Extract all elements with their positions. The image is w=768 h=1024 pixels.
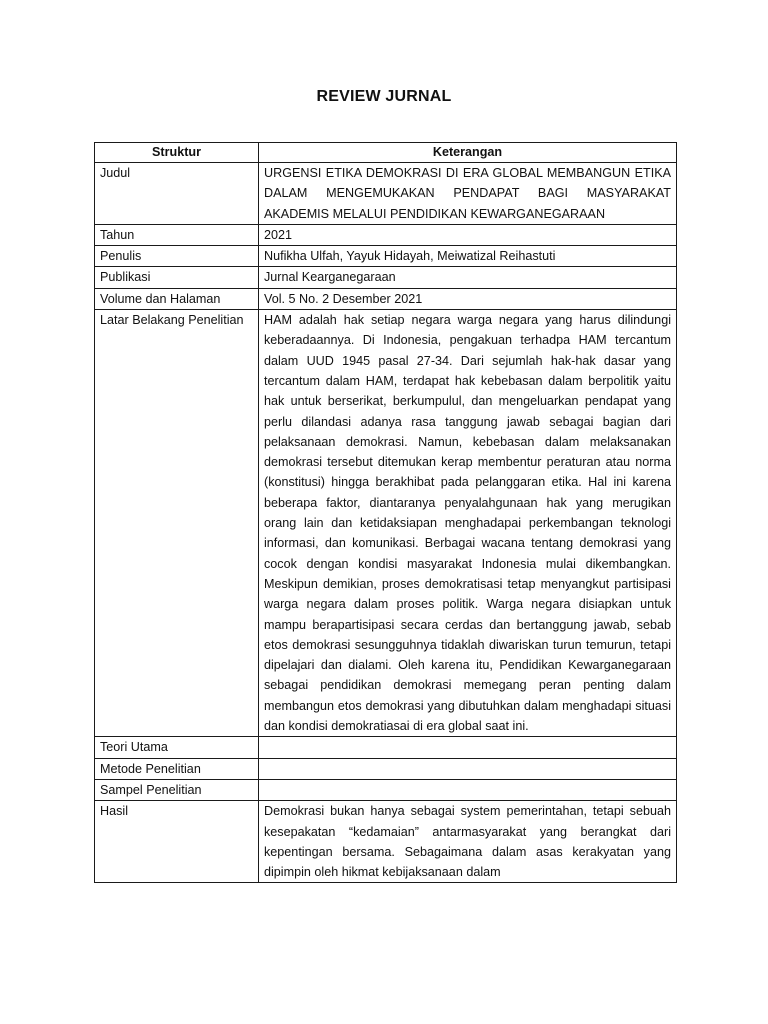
row-value	[259, 779, 677, 800]
row-value: Demokrasi bukan hanya sebagai system pemerintahan, tetapi sebuah kesepakatan “kedamaian” antarmasyarakat yang berangkat dari kepentingan bersama. Sebagaimana dalam asas kerakyatan yang dipimpin oleh hikmat kebijaksanaan dalam	[259, 801, 677, 883]
row-label: Penulis	[95, 246, 259, 267]
table-row-volume	[95, 288, 677, 309]
column-header-keterangan: Keterangan	[259, 143, 677, 163]
row-label: Latar Belakang Penelitian	[95, 310, 259, 737]
row-value	[259, 758, 677, 779]
table-row-teori-utama	[95, 737, 677, 758]
row-label: Judul	[95, 163, 259, 225]
table-row-latar-belakang	[95, 310, 677, 737]
row-value: Nufikha Ulfah, Yayuk Hidayah, Meiwatizal Reihastuti	[259, 246, 677, 267]
row-label: Teori Utama	[95, 737, 259, 758]
row-value	[259, 737, 677, 758]
row-label: Hasil	[95, 801, 259, 883]
row-value: 2021	[259, 224, 677, 245]
page-title: REVIEW JURNAL	[316, 88, 452, 105]
row-value: Vol. 5 No. 2 Desember 2021	[259, 288, 677, 309]
row-label: Sampel Penelitian	[95, 779, 259, 800]
table-row-hasil	[95, 801, 677, 883]
row-value: HAM adalah hak setiap negara warga negara yang harus dilindungi keberadaannya. Di Indonesia, pengakuan terhadpa HAM tercantum dalam UUD 1945 pasal 27-34. Dari sejumlah hak-hak dasar yang tercantum dalam HAM, terdapat hak kebebasan dalam berpolitik yaitu hak untuk berserikat, berkumpulul, dan mengeluarkan pendapat yang perlu dilandasi adanya rasa tanggung jawab sebagai bagian dari pelaksanaan demokrasi. Namun, kebebasan dalam melaksanakan demokrasi tersebut ditemukan kerap membentur peraturan atau norma (konstitusi) hingga berakhibat pada pelanggaran etika. Hal ini karena beberapa faktor, diantaranya penyalahgunaan hak yang merugikan orang lain dan ketidaksiapan menghadapai perkembangan teknologi informasi, dan komunikasi. Berbagai wacana tentang demokrasi yang cocok dengan kondisi masyarakat Indonesia mulai dikembangkan. Meskipun demikian, proses demokratisasi tetap menyangkut partisipasi warga negara dalam proses politik. Warga negara disiapkan untuk mampu berapartisipasi secara cerdas dan bertanggung jawab, sebab etos demokrasi sesungguhnya tidaklah diwariskan turun temurun, tetapi dipelajari dan dialami. Oleh karena itu, Pendidikan Kewarganegaraan sebagai pendidikan demokrasi memegang peran penting dalam membangun etos demokrasi yang dibutuhkan dalam menghadapi situasi dan kondisi demokratiasai di era global saat ini.	[259, 310, 677, 737]
table-row-publikasi	[95, 267, 677, 288]
table-row-penulis	[95, 246, 677, 267]
column-header-struktur: Struktur	[95, 143, 259, 163]
table-row-tahun	[95, 224, 677, 245]
row-value: URGENSI ETIKA DEMOKRASI DI ERA GLOBAL MEMBANGUN ETIKA DALAM MENGEMUKAKAN PENDAPAT BAGI MASYARAKAT AKADEMIS MELALUI PENDIDIKAN KEWARGANEGARAAN	[259, 163, 677, 225]
table-row-metode	[95, 758, 677, 779]
row-label: Metode Penelitian	[95, 758, 259, 779]
row-label: Tahun	[95, 224, 259, 245]
review-table	[94, 142, 677, 883]
table-row-sampel	[95, 779, 677, 800]
row-label: Publikasi	[95, 267, 259, 288]
row-label: Volume dan Halaman	[95, 288, 259, 309]
table-row-judul	[95, 163, 677, 225]
row-value: Jurnal Kearganegaraan	[259, 267, 677, 288]
table-header-row	[95, 143, 677, 163]
